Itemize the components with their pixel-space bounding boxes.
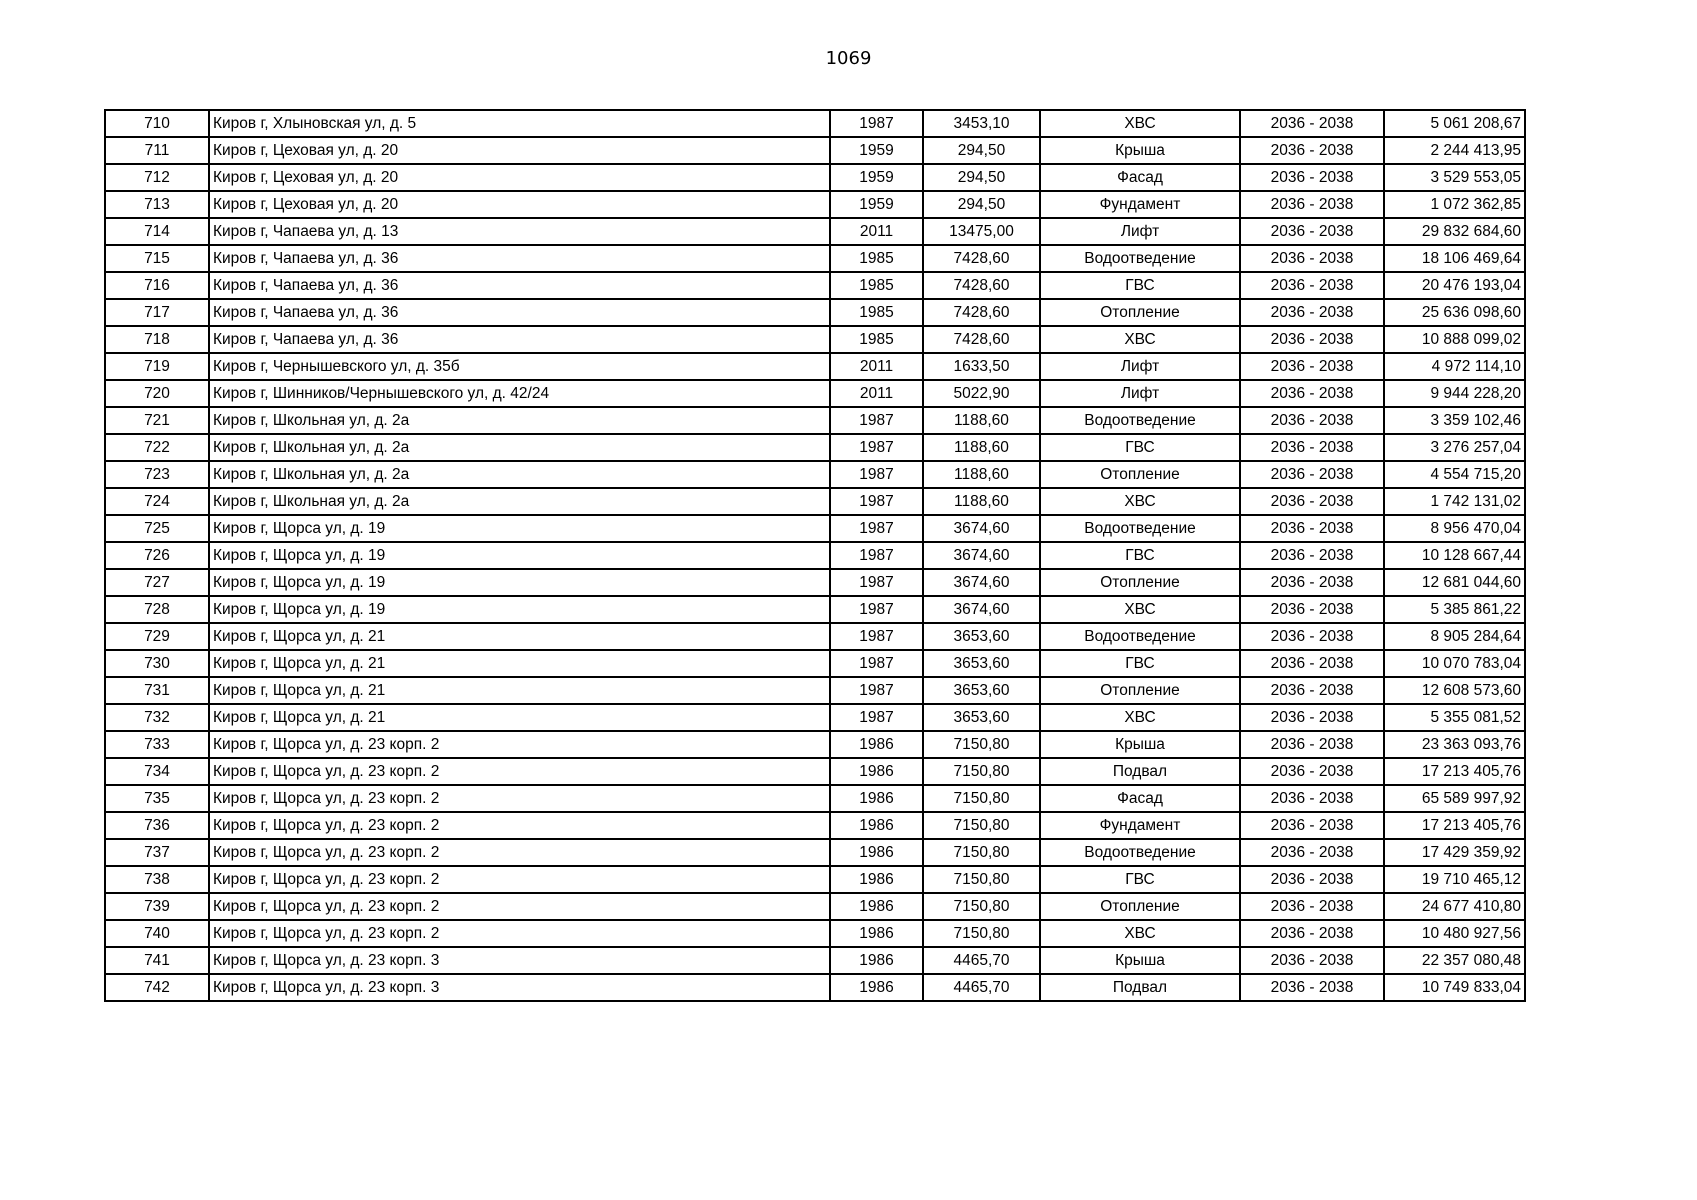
address-cell: Киров г, Щорса ул, д. 19 <box>209 515 830 542</box>
period-cell: 2036 - 2038 <box>1240 677 1384 704</box>
cost-cell: 20 476 193,04 <box>1384 272 1525 299</box>
period-cell: 2036 - 2038 <box>1240 974 1384 1001</box>
row-number-cell: 721 <box>105 407 209 434</box>
year-built-cell: 1987 <box>830 677 923 704</box>
table-row <box>105 650 1525 677</box>
address-cell: Киров г, Щорса ул, д. 23 корп. 2 <box>209 893 830 920</box>
row-number-cell: 727 <box>105 569 209 596</box>
cost-cell: 5 355 081,52 <box>1384 704 1525 731</box>
address-cell: Киров г, Хлыновская ул, д. 5 <box>209 110 830 137</box>
cost-cell: 24 677 410,80 <box>1384 893 1525 920</box>
table-row <box>105 839 1525 866</box>
year-built-cell: 1959 <box>830 191 923 218</box>
year-built-cell: 1986 <box>830 947 923 974</box>
table-row <box>105 623 1525 650</box>
work-type-cell: Отопление <box>1040 677 1240 704</box>
work-type-cell: ХВС <box>1040 596 1240 623</box>
cost-cell: 10 480 927,56 <box>1384 920 1525 947</box>
work-type-cell: Водоотведение <box>1040 515 1240 542</box>
period-cell: 2036 - 2038 <box>1240 569 1384 596</box>
work-type-cell: ГВС <box>1040 272 1240 299</box>
address-cell: Киров г, Щорса ул, д. 21 <box>209 704 830 731</box>
row-number-cell: 729 <box>105 623 209 650</box>
table-row <box>105 542 1525 569</box>
area-cell: 13475,00 <box>923 218 1040 245</box>
address-cell: Киров г, Щорса ул, д. 23 корп. 3 <box>209 974 830 1001</box>
period-cell: 2036 - 2038 <box>1240 650 1384 677</box>
year-built-cell: 1986 <box>830 731 923 758</box>
row-number-cell: 719 <box>105 353 209 380</box>
address-cell: Киров г, Школьная ул, д. 2а <box>209 488 830 515</box>
cost-cell: 29 832 684,60 <box>1384 218 1525 245</box>
area-cell: 7150,80 <box>923 758 1040 785</box>
address-cell: Киров г, Щорса ул, д. 23 корп. 2 <box>209 839 830 866</box>
period-cell: 2036 - 2038 <box>1240 515 1384 542</box>
address-cell: Киров г, Чапаева ул, д. 36 <box>209 245 830 272</box>
period-cell: 2036 - 2038 <box>1240 461 1384 488</box>
work-type-cell: ХВС <box>1040 920 1240 947</box>
cost-cell: 4 972 114,10 <box>1384 353 1525 380</box>
work-type-cell: Отопление <box>1040 569 1240 596</box>
area-cell: 4465,70 <box>923 974 1040 1001</box>
period-cell: 2036 - 2038 <box>1240 623 1384 650</box>
page-number: 1069 <box>825 48 872 69</box>
area-cell: 7150,80 <box>923 866 1040 893</box>
address-cell: Киров г, Цеховая ул, д. 20 <box>209 191 830 218</box>
row-number-cell: 741 <box>105 947 209 974</box>
period-cell: 2036 - 2038 <box>1240 866 1384 893</box>
year-built-cell: 1985 <box>830 245 923 272</box>
table-row <box>105 785 1525 812</box>
area-cell: 1188,60 <box>923 407 1040 434</box>
row-number-cell: 740 <box>105 920 209 947</box>
work-type-cell: Лифт <box>1040 218 1240 245</box>
address-cell: Киров г, Чапаева ул, д. 36 <box>209 299 830 326</box>
period-cell: 2036 - 2038 <box>1240 596 1384 623</box>
work-type-cell: Лифт <box>1040 353 1240 380</box>
year-built-cell: 1985 <box>830 299 923 326</box>
period-cell: 2036 - 2038 <box>1240 299 1384 326</box>
period-cell: 2036 - 2038 <box>1240 434 1384 461</box>
period-cell: 2036 - 2038 <box>1240 164 1384 191</box>
row-number-cell: 710 <box>105 110 209 137</box>
area-cell: 7428,60 <box>923 326 1040 353</box>
period-cell: 2036 - 2038 <box>1240 731 1384 758</box>
table-row <box>105 137 1525 164</box>
period-cell: 2036 - 2038 <box>1240 137 1384 164</box>
area-cell: 3653,60 <box>923 650 1040 677</box>
year-built-cell: 1987 <box>830 110 923 137</box>
cost-cell: 9 944 228,20 <box>1384 380 1525 407</box>
row-number-cell: 723 <box>105 461 209 488</box>
address-cell: Киров г, Щорса ул, д. 23 корп. 3 <box>209 947 830 974</box>
table-row <box>105 569 1525 596</box>
year-built-cell: 1987 <box>830 515 923 542</box>
address-cell: Киров г, Школьная ул, д. 2а <box>209 461 830 488</box>
row-number-cell: 716 <box>105 272 209 299</box>
cost-cell: 3 276 257,04 <box>1384 434 1525 461</box>
year-built-cell: 1987 <box>830 461 923 488</box>
address-cell: Киров г, Щорса ул, д. 23 корп. 2 <box>209 920 830 947</box>
work-type-cell: ГВС <box>1040 866 1240 893</box>
cost-cell: 5 385 861,22 <box>1384 596 1525 623</box>
row-number-cell: 739 <box>105 893 209 920</box>
address-cell: Киров г, Чернышевского ул, д. 35б <box>209 353 830 380</box>
work-type-cell: ХВС <box>1040 704 1240 731</box>
address-cell: Киров г, Цеховая ул, д. 20 <box>209 137 830 164</box>
work-type-cell: ГВС <box>1040 542 1240 569</box>
row-number-cell: 731 <box>105 677 209 704</box>
cost-cell: 23 363 093,76 <box>1384 731 1525 758</box>
table-row <box>105 272 1525 299</box>
work-type-cell: ХВС <box>1040 488 1240 515</box>
cost-cell: 1 072 362,85 <box>1384 191 1525 218</box>
address-cell: Киров г, Щорса ул, д. 21 <box>209 650 830 677</box>
area-cell: 3674,60 <box>923 596 1040 623</box>
year-built-cell: 2011 <box>830 218 923 245</box>
year-built-cell: 1986 <box>830 758 923 785</box>
work-type-cell: Отопление <box>1040 461 1240 488</box>
year-built-cell: 1987 <box>830 569 923 596</box>
area-cell: 7150,80 <box>923 785 1040 812</box>
row-number-cell: 722 <box>105 434 209 461</box>
address-cell: Киров г, Щорса ул, д. 19 <box>209 596 830 623</box>
work-type-cell: Фундамент <box>1040 191 1240 218</box>
address-cell: Киров г, Щорса ул, д. 23 корп. 2 <box>209 866 830 893</box>
table-row <box>105 218 1525 245</box>
area-cell: 5022,90 <box>923 380 1040 407</box>
table-row <box>105 704 1525 731</box>
cost-cell: 19 710 465,12 <box>1384 866 1525 893</box>
area-cell: 3653,60 <box>923 704 1040 731</box>
period-cell: 2036 - 2038 <box>1240 785 1384 812</box>
row-number-cell: 713 <box>105 191 209 218</box>
work-type-cell: Фасад <box>1040 785 1240 812</box>
period-cell: 2036 - 2038 <box>1240 893 1384 920</box>
address-cell: Киров г, Школьная ул, д. 2а <box>209 434 830 461</box>
table-row <box>105 920 1525 947</box>
area-cell: 3674,60 <box>923 569 1040 596</box>
row-number-cell: 736 <box>105 812 209 839</box>
cost-cell: 10 749 833,04 <box>1384 974 1525 1001</box>
work-type-cell: Крыша <box>1040 137 1240 164</box>
cost-cell: 10 070 783,04 <box>1384 650 1525 677</box>
year-built-cell: 1987 <box>830 623 923 650</box>
period-cell: 2036 - 2038 <box>1240 488 1384 515</box>
year-built-cell: 1986 <box>830 974 923 1001</box>
table-row <box>105 596 1525 623</box>
period-cell: 2036 - 2038 <box>1240 407 1384 434</box>
area-cell: 7428,60 <box>923 299 1040 326</box>
area-cell: 7150,80 <box>923 893 1040 920</box>
cost-cell: 8 956 470,04 <box>1384 515 1525 542</box>
cost-cell: 10 888 099,02 <box>1384 326 1525 353</box>
row-number-cell: 742 <box>105 974 209 1001</box>
row-number-cell: 718 <box>105 326 209 353</box>
area-cell: 1633,50 <box>923 353 1040 380</box>
area-cell: 7150,80 <box>923 812 1040 839</box>
area-cell: 3453,10 <box>923 110 1040 137</box>
cost-cell: 3 529 553,05 <box>1384 164 1525 191</box>
work-type-cell: Крыша <box>1040 731 1240 758</box>
area-cell: 1188,60 <box>923 461 1040 488</box>
table-row <box>105 164 1525 191</box>
registry-body <box>105 110 1525 1001</box>
area-cell: 294,50 <box>923 191 1040 218</box>
address-cell: Киров г, Щорса ул, д. 19 <box>209 569 830 596</box>
address-cell: Киров г, Щорса ул, д. 23 корп. 2 <box>209 731 830 758</box>
year-built-cell: 1959 <box>830 164 923 191</box>
row-number-cell: 725 <box>105 515 209 542</box>
table-row <box>105 893 1525 920</box>
cost-cell: 18 106 469,64 <box>1384 245 1525 272</box>
area-cell: 294,50 <box>923 137 1040 164</box>
table-row <box>105 488 1525 515</box>
row-number-cell: 734 <box>105 758 209 785</box>
area-cell: 3674,60 <box>923 515 1040 542</box>
period-cell: 2036 - 2038 <box>1240 704 1384 731</box>
registry-table <box>104 109 1526 1002</box>
period-cell: 2036 - 2038 <box>1240 191 1384 218</box>
address-cell: Киров г, Шинников/Чернышевского ул, д. 42/24 <box>209 380 830 407</box>
table-row <box>105 812 1525 839</box>
table-row <box>105 245 1525 272</box>
cost-cell: 5 061 208,67 <box>1384 110 1525 137</box>
area-cell: 7150,80 <box>923 839 1040 866</box>
period-cell: 2036 - 2038 <box>1240 218 1384 245</box>
area-cell: 7150,80 <box>923 920 1040 947</box>
address-cell: Киров г, Школьная ул, д. 2а <box>209 407 830 434</box>
work-type-cell: Водоотведение <box>1040 839 1240 866</box>
table-row <box>105 353 1525 380</box>
area-cell: 7428,60 <box>923 272 1040 299</box>
year-built-cell: 1987 <box>830 704 923 731</box>
area-cell: 294,50 <box>923 164 1040 191</box>
cost-cell: 12 681 044,60 <box>1384 569 1525 596</box>
address-cell: Киров г, Щорса ул, д. 23 корп. 2 <box>209 812 830 839</box>
period-cell: 2036 - 2038 <box>1240 812 1384 839</box>
work-type-cell: Водоотведение <box>1040 407 1240 434</box>
address-cell: Киров г, Чапаева ул, д. 36 <box>209 272 830 299</box>
work-type-cell: Подвал <box>1040 974 1240 1001</box>
work-type-cell: Водоотведение <box>1040 623 1240 650</box>
period-cell: 2036 - 2038 <box>1240 920 1384 947</box>
address-cell: Киров г, Щорса ул, д. 23 корп. 2 <box>209 758 830 785</box>
row-number-cell: 712 <box>105 164 209 191</box>
work-type-cell: ГВС <box>1040 434 1240 461</box>
year-built-cell: 1985 <box>830 272 923 299</box>
area-cell: 3674,60 <box>923 542 1040 569</box>
table-row <box>105 515 1525 542</box>
address-cell: Киров г, Щорса ул, д. 19 <box>209 542 830 569</box>
year-built-cell: 1987 <box>830 650 923 677</box>
cost-cell: 22 357 080,48 <box>1384 947 1525 974</box>
row-number-cell: 735 <box>105 785 209 812</box>
table-row <box>105 326 1525 353</box>
row-number-cell: 720 <box>105 380 209 407</box>
address-cell: Киров г, Щорса ул, д. 21 <box>209 623 830 650</box>
row-number-cell: 714 <box>105 218 209 245</box>
row-number-cell: 732 <box>105 704 209 731</box>
address-cell: Киров г, Чапаева ул, д. 36 <box>209 326 830 353</box>
period-cell: 2036 - 2038 <box>1240 380 1384 407</box>
table-row <box>105 299 1525 326</box>
work-type-cell: ХВС <box>1040 326 1240 353</box>
period-cell: 2036 - 2038 <box>1240 326 1384 353</box>
area-cell: 1188,60 <box>923 488 1040 515</box>
cost-cell: 8 905 284,64 <box>1384 623 1525 650</box>
year-built-cell: 1987 <box>830 542 923 569</box>
row-number-cell: 724 <box>105 488 209 515</box>
period-cell: 2036 - 2038 <box>1240 353 1384 380</box>
row-number-cell: 730 <box>105 650 209 677</box>
period-cell: 2036 - 2038 <box>1240 272 1384 299</box>
table-row <box>105 380 1525 407</box>
period-cell: 2036 - 2038 <box>1240 110 1384 137</box>
row-number-cell: 711 <box>105 137 209 164</box>
table-row <box>105 110 1525 137</box>
work-type-cell: Фасад <box>1040 164 1240 191</box>
work-type-cell: Водоотведение <box>1040 245 1240 272</box>
row-number-cell: 738 <box>105 866 209 893</box>
area-cell: 7428,60 <box>923 245 1040 272</box>
cost-cell: 17 429 359,92 <box>1384 839 1525 866</box>
table-row <box>105 866 1525 893</box>
year-built-cell: 1986 <box>830 785 923 812</box>
table-row <box>105 731 1525 758</box>
year-built-cell: 1986 <box>830 839 923 866</box>
cost-cell: 4 554 715,20 <box>1384 461 1525 488</box>
year-built-cell: 1959 <box>830 137 923 164</box>
table-row <box>105 407 1525 434</box>
work-type-cell: Фундамент <box>1040 812 1240 839</box>
cost-cell: 1 742 131,02 <box>1384 488 1525 515</box>
cost-cell: 17 213 405,76 <box>1384 812 1525 839</box>
cost-cell: 17 213 405,76 <box>1384 758 1525 785</box>
work-type-cell: Лифт <box>1040 380 1240 407</box>
work-type-cell: Отопление <box>1040 299 1240 326</box>
area-cell: 1188,60 <box>923 434 1040 461</box>
area-cell: 3653,60 <box>923 623 1040 650</box>
table-row <box>105 974 1525 1001</box>
year-built-cell: 1987 <box>830 407 923 434</box>
address-cell: Киров г, Цеховая ул, д. 20 <box>209 164 830 191</box>
year-built-cell: 1987 <box>830 596 923 623</box>
year-built-cell: 1987 <box>830 434 923 461</box>
period-cell: 2036 - 2038 <box>1240 758 1384 785</box>
table-row <box>105 191 1525 218</box>
year-built-cell: 1987 <box>830 488 923 515</box>
work-type-cell: ГВС <box>1040 650 1240 677</box>
year-built-cell: 1986 <box>830 866 923 893</box>
table-row <box>105 947 1525 974</box>
area-cell: 4465,70 <box>923 947 1040 974</box>
year-built-cell: 2011 <box>830 353 923 380</box>
period-cell: 2036 - 2038 <box>1240 245 1384 272</box>
period-cell: 2036 - 2038 <box>1240 839 1384 866</box>
work-type-cell: ХВС <box>1040 110 1240 137</box>
period-cell: 2036 - 2038 <box>1240 947 1384 974</box>
year-built-cell: 1986 <box>830 920 923 947</box>
table-row <box>105 677 1525 704</box>
table-row <box>105 434 1525 461</box>
address-cell: Киров г, Щорса ул, д. 21 <box>209 677 830 704</box>
row-number-cell: 728 <box>105 596 209 623</box>
cost-cell: 10 128 667,44 <box>1384 542 1525 569</box>
table-row <box>105 461 1525 488</box>
year-built-cell: 1986 <box>830 893 923 920</box>
row-number-cell: 737 <box>105 839 209 866</box>
address-cell: Киров г, Чапаева ул, д. 13 <box>209 218 830 245</box>
address-cell: Киров г, Щорса ул, д. 23 корп. 2 <box>209 785 830 812</box>
area-cell: 3653,60 <box>923 677 1040 704</box>
cost-cell: 65 589 997,92 <box>1384 785 1525 812</box>
year-built-cell: 1985 <box>830 326 923 353</box>
table-row <box>105 758 1525 785</box>
period-cell: 2036 - 2038 <box>1240 542 1384 569</box>
area-cell: 7150,80 <box>923 731 1040 758</box>
row-number-cell: 733 <box>105 731 209 758</box>
cost-cell: 2 244 413,95 <box>1384 137 1525 164</box>
cost-cell: 3 359 102,46 <box>1384 407 1525 434</box>
work-type-cell: Подвал <box>1040 758 1240 785</box>
year-built-cell: 2011 <box>830 380 923 407</box>
row-number-cell: 715 <box>105 245 209 272</box>
row-number-cell: 717 <box>105 299 209 326</box>
row-number-cell: 726 <box>105 542 209 569</box>
work-type-cell: Отопление <box>1040 893 1240 920</box>
work-type-cell: Крыша <box>1040 947 1240 974</box>
cost-cell: 25 636 098,60 <box>1384 299 1525 326</box>
cost-cell: 12 608 573,60 <box>1384 677 1525 704</box>
year-built-cell: 1986 <box>830 812 923 839</box>
